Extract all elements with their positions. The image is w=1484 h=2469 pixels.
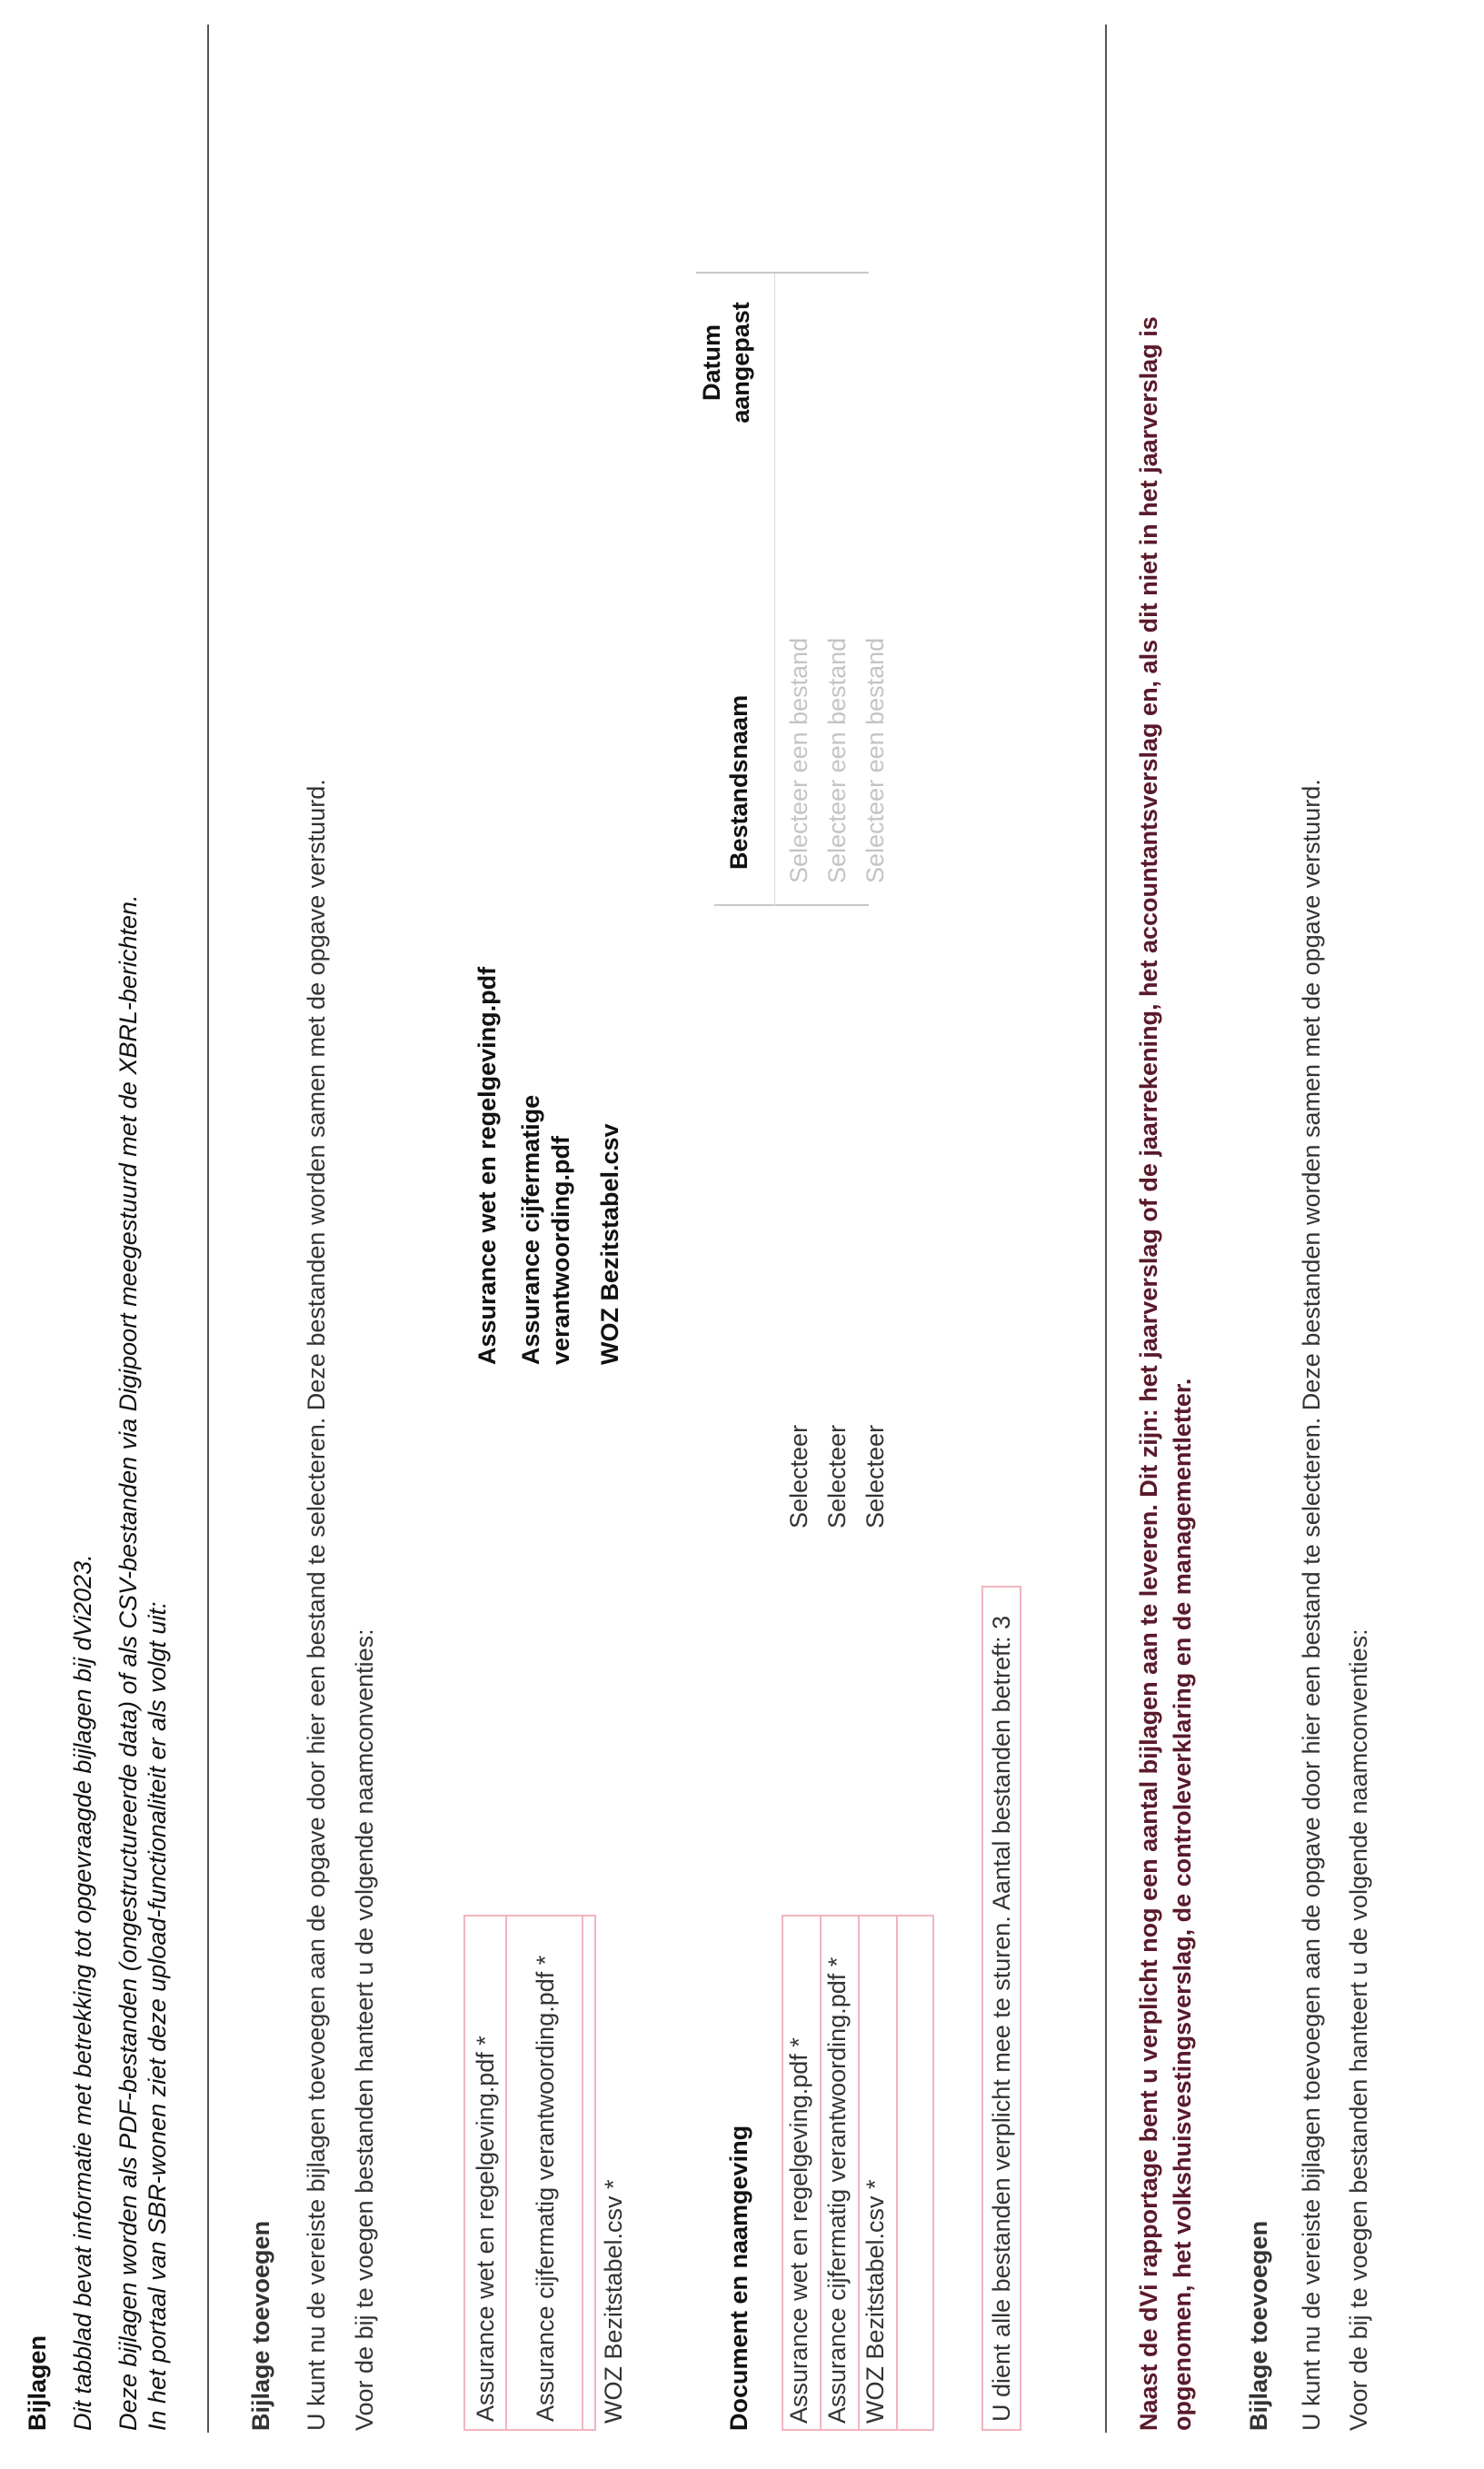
column-document: Document en naamgeving (725, 2125, 752, 2431)
column-filename: Bestandsnaam (725, 694, 752, 870)
upload-row-separator (820, 1915, 822, 2431)
filename-item: Assurance cijfermatige (517, 1094, 544, 1365)
upload-row-separator (896, 1915, 898, 2431)
file-placeholder[interactable]: Selecteer een bestand (785, 637, 812, 883)
convention-item: Assurance cijfermatig verantwoording.pdf * (505, 1916, 583, 2429)
column-date-line2: aangepast (727, 302, 754, 423)
intro-line-1: Dit tabblad bevat informatie met betrekking tot opgevraagde bijlagen bij dVi2023. (69, 1554, 96, 2431)
status-text: U dient alle bestanden verplicht mee te sturen. Aantal bestanden betreft: 3 (987, 1615, 1015, 2422)
column-date-line1: Datum (698, 324, 725, 402)
upload-document-label: Assurance wet en regelgeving.pdf * (785, 2037, 812, 2424)
filename-item: Assurance wet en regelgeving.pdf (473, 966, 501, 1365)
file-placeholder[interactable]: Selecteer een bestand (823, 637, 851, 883)
block2-text-1: U kunt nu de vereiste bijlagen toevoegen aan de opgave door hier een bestand te selecteren. Deze bestanden worden samen met de opgave verstuurd. (1298, 779, 1325, 2431)
section-divider-top (207, 25, 209, 2433)
naming-conventions-list (463, 1915, 596, 2431)
block1-text-2: Voor de bij te voegen bestanden hanteert u de volgende naamconventies: (351, 1628, 378, 2431)
convention-item: WOZ Bezitstabel.csv * (600, 2179, 627, 2424)
section-divider-middle (1105, 25, 1107, 2433)
block2-text-2: Voor de bij te voegen bestanden hanteert u de volgende naamconventies: (1345, 1628, 1372, 2431)
notice-line-2: opgenomen, het volkshuisvestingsverslag, de controleverklaring en de managementletter. (1169, 1378, 1196, 2431)
intro-line-3: In het portaal van SBR-wonen ziet deze upload-functionaliteit er als volgt uit: (144, 1601, 171, 2431)
select-file-button[interactable]: Selecteer (862, 1424, 889, 1528)
table-header-rule (774, 274, 775, 906)
block1-text-1: U kunt nu de vereiste bijlagen toevoegen aan de opgave door hier een bestand te selecteren. Deze bestanden worden samen met de opgave verstuurd. (303, 779, 330, 2431)
select-file-button[interactable]: Selecteer (785, 1424, 812, 1528)
block2-heading: Bijlage toevoegen (1245, 2220, 1272, 2431)
upload-document-label: Assurance cijfermatig verantwoording.pdf * (823, 1956, 851, 2424)
filename-item: verantwoording.pdf (547, 1136, 574, 1365)
table-column-divider (714, 904, 869, 906)
upload-document-label: WOZ Bezitstabel.csv * (862, 2179, 889, 2424)
status-box (981, 1586, 1021, 2431)
file-placeholder[interactable]: Selecteer een bestand (862, 637, 889, 883)
convention-item: Assurance wet en regelgeving.pdf * (471, 2036, 499, 2422)
block1-heading: Bijlage toevoegen (247, 2220, 274, 2431)
intro-line-2: Deze bijlagen worden als PDF-bestanden (ongestructureerde data) of als CSV-bestanden via Digipoort meegestuurd met de XBRL-berichten. (115, 894, 142, 2431)
upload-row-separator (858, 1915, 860, 2431)
notice-line-1: Naast de dVi rapportage bent u verplicht nog een aantal bijlagen aan te leveren. Dit zijn: het jaarverslag of de jaarrekening, het accountantsverslag en, als dit niet in het jaarverslag is (1135, 316, 1162, 2431)
filename-item: WOZ Bezitstabel.csv (596, 1123, 623, 1365)
convention-spacer (582, 1916, 596, 2429)
section-title: Bijlagen (24, 2335, 51, 2431)
select-file-button[interactable]: Selecteer (823, 1424, 851, 1528)
table-column-divider (696, 272, 869, 274)
